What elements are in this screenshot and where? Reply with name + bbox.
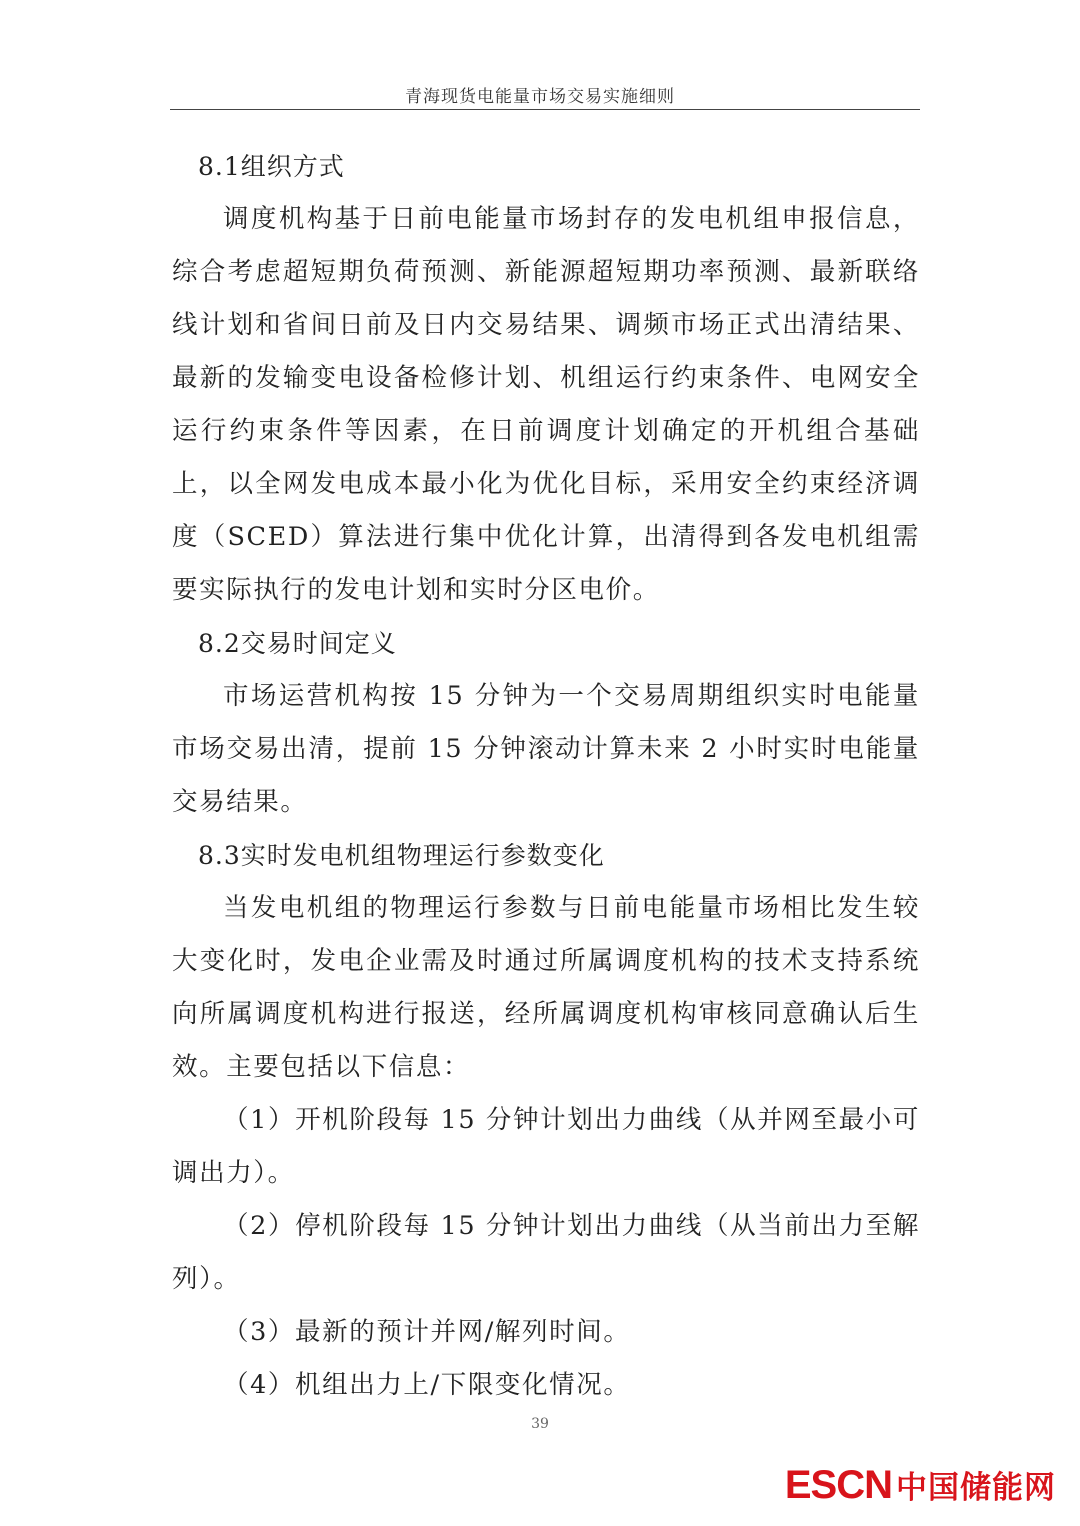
section-8-1 bbox=[172, 140, 920, 617]
watermark-latin: ESCN bbox=[784, 1463, 892, 1507]
list-item: （3）最新的预计并网/解列时间。 bbox=[223, 1317, 631, 1347]
paragraph: 调度机构基于日前电能量市场封存的发电机组申报信息，综合考虑超短期负荷预测、新能源超短期功率预测、最新联络线计划和省间日前及日内交易结果、调频市场正式出清结果、最新的发输变电设备检修计划、机组运行约束条件、电网安全运行约束条件等因素，在日前调度计划确定的开机组合基础上，以全网发电成本最小化为优化目标，采用安全约束经济调度（SCED）算法进行集中优化计算，出清得到各发电机组需要实际执行的发电计划和实时分区电价。 bbox=[172, 204, 920, 605]
section-8-2 bbox=[172, 617, 920, 829]
section-8-3 bbox=[172, 829, 920, 1412]
document-body bbox=[172, 140, 920, 1412]
list-item: （4）机组出力上/下限变化情况。 bbox=[223, 1370, 631, 1400]
section-heading: 8.1组织方式 bbox=[198, 152, 345, 181]
paragraph: 市场运营机构按 15 分钟为一个交易周期组织实时电能量市场交易出清，提前 15 分钟滚动计算未来 2 小时实时电能量交易结果。 bbox=[172, 681, 920, 817]
paragraph: 当发电机组的物理运行参数与日前电能量市场相比发生较大变化时，发电企业需及时通过所属调度机构的技术支持系统向所属调度机构进行报送，经所属调度机构审核同意确认后生效。主要包括以下信息： bbox=[172, 893, 920, 1082]
header-divider bbox=[170, 109, 920, 110]
section-heading: 8.2交易时间定义 bbox=[198, 629, 397, 658]
list-item: （1）开机阶段每 15 分钟计划出力曲线（从并网至最小可调出力）。 bbox=[172, 1105, 920, 1188]
document-header-title: 青海现货电能量市场交易实施细则 bbox=[405, 87, 675, 107]
list-item: （2）停机阶段每 15 分钟计划出力曲线（从当前出力至解列）。 bbox=[172, 1211, 920, 1294]
section-heading: 8.3实时发电机组物理运行参数变化 bbox=[198, 841, 605, 870]
watermark-chinese: 中国储能网 bbox=[896, 1470, 1056, 1506]
escn-watermark-logo bbox=[785, 1462, 1056, 1508]
page-number: 39 bbox=[531, 1416, 549, 1432]
